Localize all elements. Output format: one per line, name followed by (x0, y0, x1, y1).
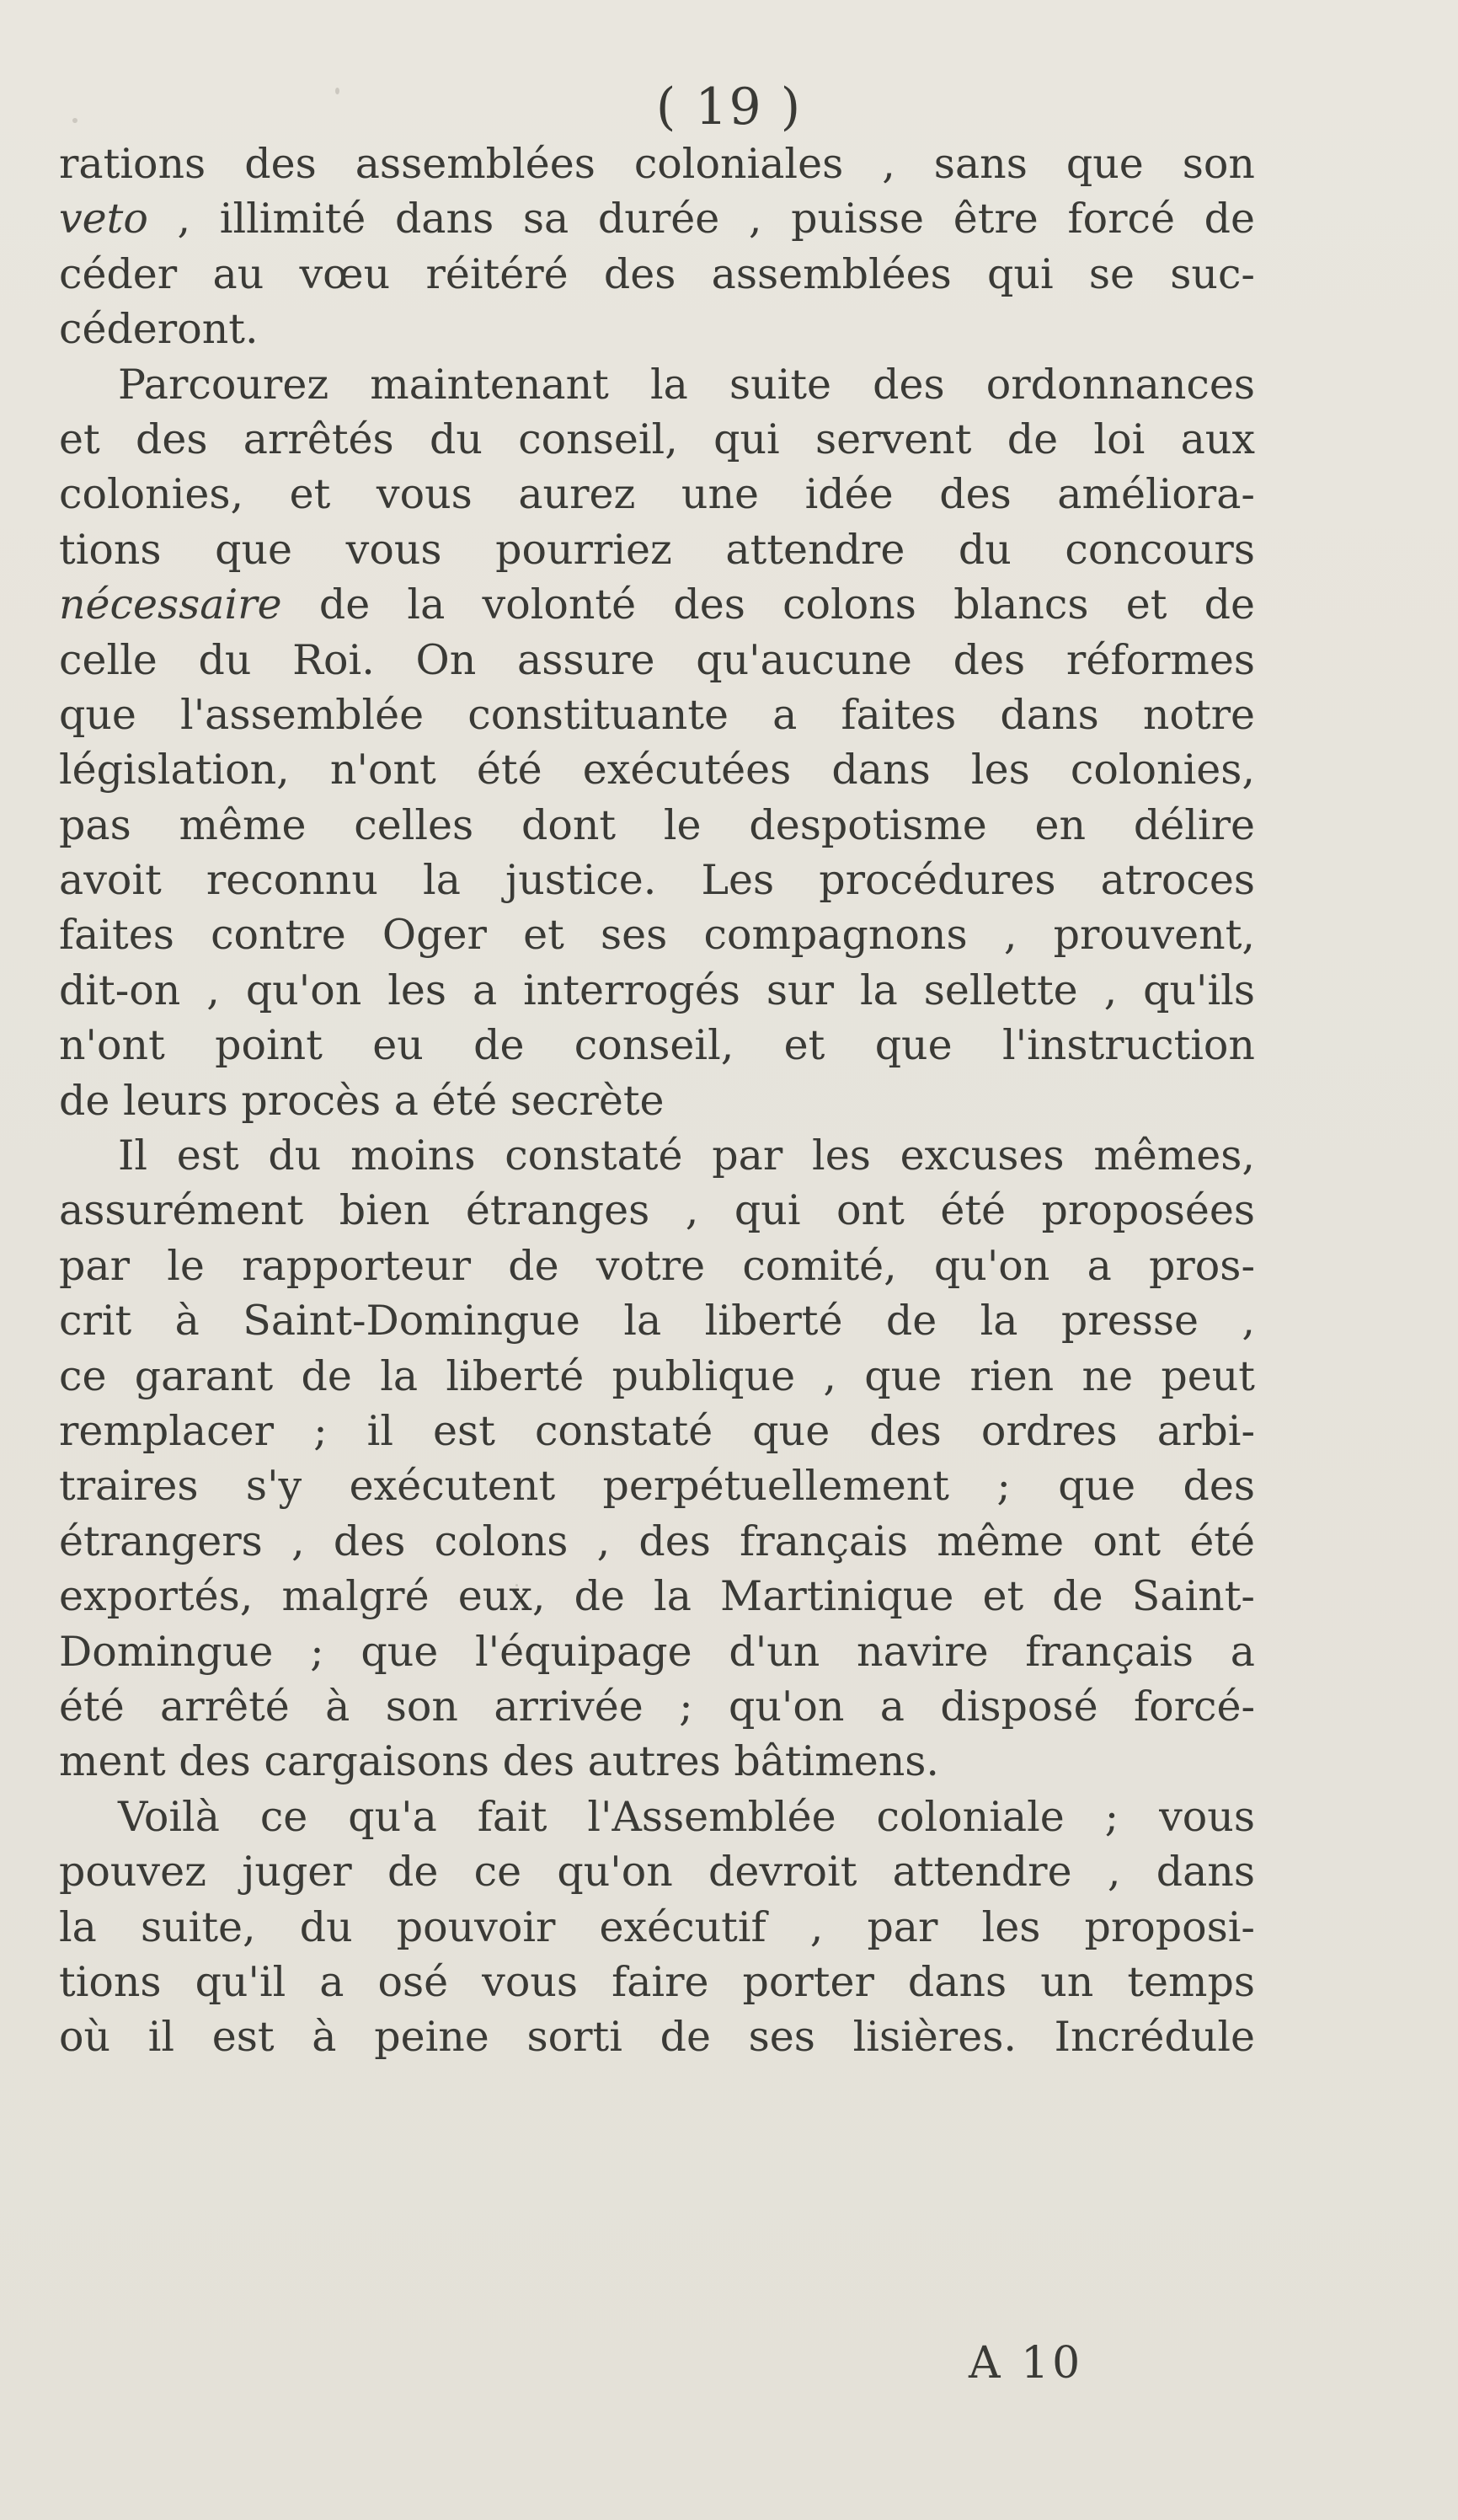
text-line: crit à Saint-Domingue la liberté de la presse , (59, 1297, 1255, 1346)
paragraph-start-line: Il est du moins constaté par les excuses mêmes, (118, 1132, 1255, 1180)
text-line: législation, n'ont été exécutées dans les colonies, (59, 746, 1255, 795)
paragraph-start-line: Voilà ce qu'a fait l'Assemblée coloniale ; vous (118, 1792, 1255, 1841)
text-line: de leurs procès a été secrète (59, 1076, 665, 1125)
text-line: colonies, et vous aurez une idée des améliora- (59, 470, 1255, 519)
text-line: été arrêté à son arrivée ; qu'on a disposé forcé- (59, 1682, 1255, 1731)
text-line: dit-on , qu'on les a interrogés sur la sellette , qu'ils (59, 966, 1255, 1014)
text-line: ment des cargaisons des autres bâtimens. (59, 1737, 940, 1786)
text-line: pouvez juger de ce qu'on devroit attendre , dans (59, 1848, 1255, 1897)
text-segment: de la volonté des colons blancs et de (281, 581, 1255, 629)
text-segment: , illimité dans sa durée , puisse être forcé de (147, 195, 1255, 243)
page-number: ( 19 ) (655, 78, 803, 136)
text-line: assurément bien étranges , qui ont été proposées (59, 1186, 1255, 1235)
catchword: A 10 (969, 2338, 1084, 2389)
text-line: par le rapporteur de votre comité, qu'on a pros- (59, 1241, 1255, 1290)
text-line: avoit reconnu la justice. Les procédures atroces (59, 856, 1255, 905)
text-line: étrangers , des colons , des français même ont été (59, 1517, 1255, 1565)
text-line: céder au vœu réitéré des assemblées qui se suc- (59, 249, 1255, 298)
text-line: traires s'y exécutent perpétuellement ; que des (59, 1462, 1255, 1511)
text-line (59, 191, 1255, 246)
text-line: pas même celles dont le despotisme en délire (59, 800, 1255, 849)
italic-word: veto (59, 195, 148, 243)
text-line: celle du Roi. On assure qu'aucune des réformes (59, 635, 1255, 684)
text-line: que l'assemblée constituante a faites dans notre (59, 690, 1255, 739)
text-line: céderont. (59, 305, 259, 354)
text-line: n'ont point eu de conseil, et que l'instruction (59, 1021, 1255, 1070)
italic-word: nécessaire (59, 581, 282, 629)
text-line: exportés, malgré eux, de la Martinique et de Saint- (59, 1572, 1255, 1621)
text-line: Domingue ; que l'équipage d'un navire français a (59, 1627, 1255, 1676)
text-line: et des arrêtés du conseil, qui servent de loi aux (59, 415, 1255, 463)
text-line: ce garant de la liberté publique , que rien ne peut (59, 1351, 1255, 1400)
text-line: la suite, du pouvoir exécutif , par les proposi- (59, 1902, 1255, 1951)
text-line: tions que vous pourriez attendre du concours (59, 525, 1255, 574)
text-line: faites contre Oger et ses compagnons , prouvent, (59, 911, 1255, 960)
body-text (59, 136, 1255, 2065)
text-line: tions qu'il a osé vous faire porter dans un temps (59, 1957, 1255, 2006)
text-line: où il est à peine sorti de ses lisières. Incrédule (59, 2013, 1255, 2062)
paragraph-start-line: Parcourez maintenant la suite des ordonnances (118, 360, 1255, 409)
text-line (59, 577, 1255, 632)
text-line: rations des assemblées coloniales , sans que son (59, 140, 1255, 188)
text-line: remplacer ; il est constaté que des ordres arbi- (59, 1406, 1255, 1455)
